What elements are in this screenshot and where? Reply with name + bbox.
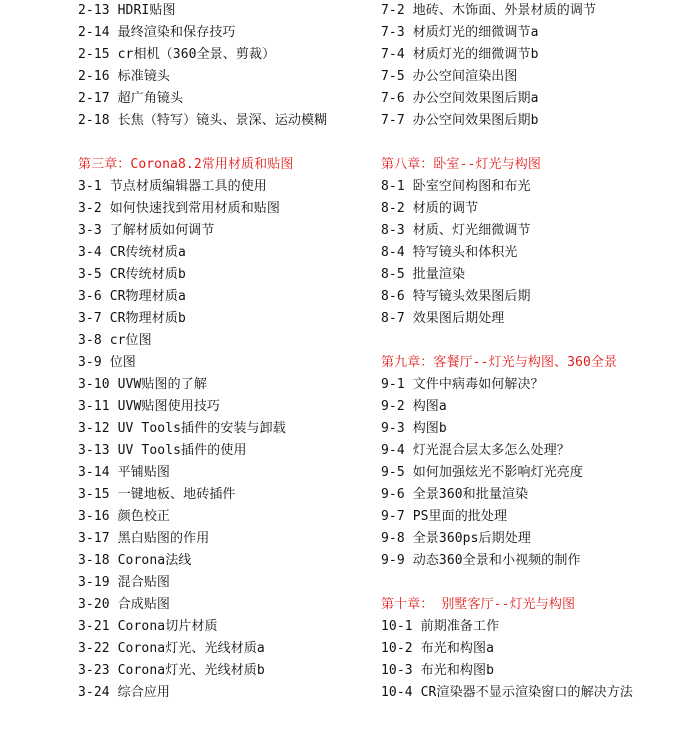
toc-item: 9-9 动态360全景和小视频的制作 <box>381 553 581 568</box>
spacer <box>381 330 633 352</box>
toc-item: 3-8 cr位图 <box>78 333 152 348</box>
spacer <box>78 132 327 154</box>
spacer <box>381 572 633 594</box>
toc-item: 8-5 批量渲染 <box>381 267 466 282</box>
toc-item: 3-17 黑白贴图的作用 <box>78 531 210 546</box>
right-group-1 <box>381 0 633 132</box>
toc-item: 3-2 如何快速找到常用材质和贴图 <box>78 201 281 216</box>
toc-item: 3-15 一键地板、地砖插件 <box>78 487 236 502</box>
toc-item: 3-14 平铺贴图 <box>78 465 171 480</box>
right-column <box>381 0 633 704</box>
toc-item: 3-4 CR传统材质a <box>78 245 186 260</box>
toc-item: 3-23 Corona灯光、光线材质b <box>78 663 265 678</box>
toc-item: 8-2 材质的调节 <box>381 201 479 216</box>
toc-item: 3-16 颜色校正 <box>78 509 171 524</box>
toc-item: 7-3 材质灯光的细微调节a <box>381 25 539 40</box>
chapter-3-list <box>78 176 327 704</box>
toc-item: 8-1 卧室空间构图和布光 <box>381 179 531 194</box>
toc-item: 3-24 综合应用 <box>78 685 171 700</box>
toc-item: 8-4 特写镜头和体积光 <box>381 245 518 260</box>
toc-item: 9-4 灯光混合层太多怎么处理？ <box>381 443 570 458</box>
toc-item: 3-5 CR传统材质b <box>78 267 186 282</box>
toc-item: 2-18 长焦（特写）镜头、景深、运动模糊 <box>78 113 328 128</box>
toc-item: 3-11 UVW贴图使用技巧 <box>78 399 221 414</box>
toc-item: 3-21 Corona切片材质 <box>78 619 218 634</box>
toc-item: 2-13 HDRI贴图 <box>78 3 176 18</box>
toc-item: 10-3 布光和构图b <box>381 663 495 678</box>
toc-item: 9-1 文件中病毒如何解决？ <box>381 377 544 392</box>
toc-item: 9-7 PS里面的批处理 <box>381 509 508 524</box>
toc-item: 3-9 位图 <box>78 355 136 370</box>
spacer <box>381 132 633 154</box>
chapter-9-list <box>381 374 633 572</box>
chapter-3-heading: 第三章：Corona8.2常用材质和贴图 <box>78 157 294 172</box>
toc-item: 7-2 地砖、木饰面、外景材质的调节 <box>381 3 597 18</box>
toc-item: 7-6 办公空间效果图后期a <box>381 91 539 106</box>
toc-item: 3-1 节点材质编辑器工具的使用 <box>78 179 267 194</box>
toc-item: 8-6 特写镜头效果图后期 <box>381 289 531 304</box>
toc-item: 2-16 标准镜头 <box>78 69 171 84</box>
toc-item: 7-4 材质灯光的细微调节b <box>381 47 539 62</box>
toc-item: 3-7 CR物理材质b <box>78 311 186 326</box>
chapter-8-heading: 第八章：卧室--灯光与构图 <box>381 157 541 172</box>
chapter-8-list <box>381 176 633 330</box>
toc-item: 7-5 办公空间渲染出图 <box>381 69 518 84</box>
toc-item: 3-22 Corona灯光、光线材质a <box>78 641 265 656</box>
left-column <box>78 0 327 704</box>
toc-item: 3-18 Corona法线 <box>78 553 192 568</box>
toc-item: 2-17 超广角镜头 <box>78 91 184 106</box>
toc-item: 3-3 了解材质如何调节 <box>78 223 215 238</box>
toc-item: 2-15 cr相机（360全景、剪裁） <box>78 47 276 62</box>
toc-item: 10-1 前期准备工作 <box>381 619 500 634</box>
toc-item: 3-19 混合贴图 <box>78 575 171 590</box>
chapter-10-heading: 第十章： 别墅客厅--灯光与构图 <box>381 597 576 612</box>
toc-item: 3-12 UV Tools插件的安装与卸载 <box>78 421 286 436</box>
left-group-1 <box>78 0 327 132</box>
toc-item: 2-14 最终渲染和保存技巧 <box>78 25 236 40</box>
chapter-10-list <box>381 616 633 704</box>
chapter-9-heading: 第九章：客餐厅--灯光与构图、360全景 <box>381 355 618 370</box>
toc-item: 8-7 效果图后期处理 <box>381 311 505 326</box>
toc-item: 3-20 合成贴图 <box>78 597 171 612</box>
toc-item: 9-5 如何加强炫光不影响灯光亮度 <box>381 465 584 480</box>
toc-item: 10-2 布光和构图a <box>381 641 495 656</box>
toc-item: 10-4 CR渲染器不显示渲染窗口的解决方法 <box>381 685 633 700</box>
toc-item: 3-13 UV Tools插件的使用 <box>78 443 247 458</box>
toc-item: 9-2 构图a <box>381 399 447 414</box>
toc-item: 3-10 UVW贴图的了解 <box>78 377 207 392</box>
toc-item: 9-3 构图b <box>381 421 447 436</box>
toc-item: 7-7 办公空间效果图后期b <box>381 113 539 128</box>
toc-item: 3-6 CR物理材质a <box>78 289 186 304</box>
toc-item: 8-3 材质、灯光细微调节 <box>381 223 531 238</box>
toc-item: 9-6 全景360和批量渲染 <box>381 487 529 502</box>
toc-item: 9-8 全景360ps后期处理 <box>381 531 531 546</box>
